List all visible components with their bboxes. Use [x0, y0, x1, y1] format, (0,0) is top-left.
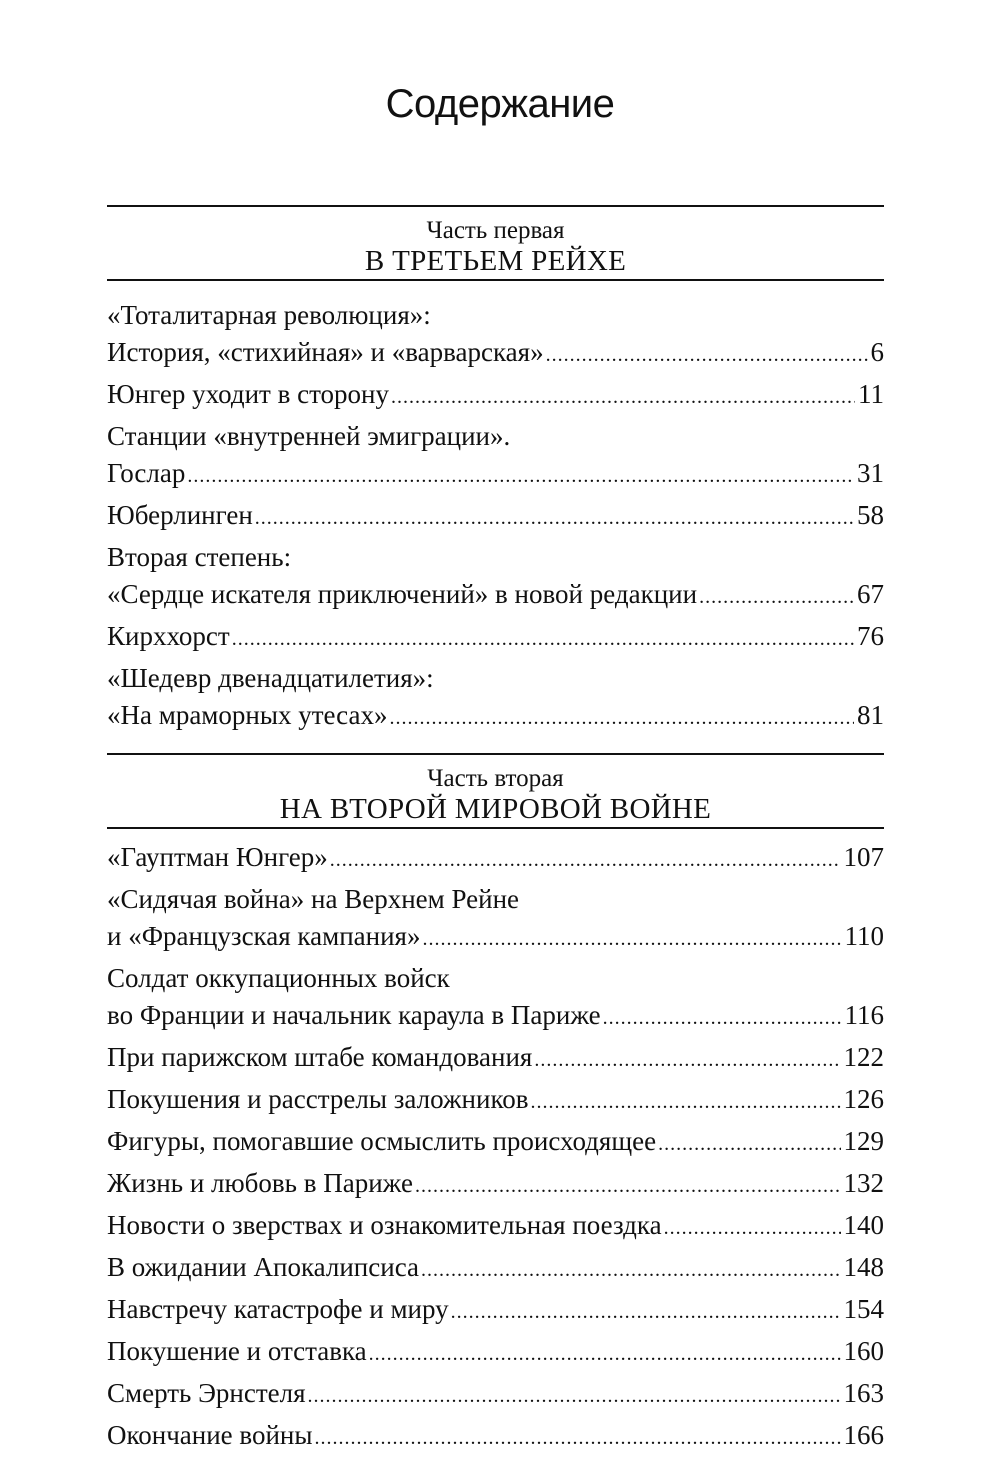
- entry-lead: «Сидячая война» на Верхнем Рейне: [107, 884, 520, 914]
- toc-entry[interactable]: [107, 1333, 884, 1373]
- part-label: Часть вторая: [427, 765, 564, 792]
- entry-title: Новости о зверствах и ознакомительная поездка: [107, 1210, 662, 1240]
- dot-leader: [232, 621, 854, 658]
- dot-leader: [451, 1294, 841, 1331]
- entry-lead: Станции «внутренней эмиграции».: [107, 421, 511, 451]
- entry-page: 140: [843, 1210, 884, 1240]
- entry-title: «Сердце искателя приключений» в новой редакции: [107, 579, 698, 609]
- toc-entry[interactable]: [107, 539, 884, 616]
- entry-title: Навстречу катастрофе и миру: [107, 1294, 449, 1324]
- part-label: Часть первая: [426, 217, 565, 244]
- part-header-2: [107, 753, 884, 829]
- entry-page: 148: [843, 1252, 884, 1282]
- toc-entry[interactable]: [107, 660, 884, 737]
- entry-title: Окончание войны: [107, 1420, 313, 1450]
- entry-title: Гослар: [107, 458, 186, 488]
- dot-leader: [389, 700, 854, 737]
- dot-leader: [315, 1420, 841, 1457]
- entry-page: 126: [843, 1084, 884, 1114]
- toc-entry[interactable]: [107, 1123, 884, 1163]
- entry-page: 163: [843, 1378, 884, 1408]
- part-header-1: [107, 205, 884, 281]
- entry-page: 166: [843, 1420, 884, 1450]
- entry-title: «На мраморных утесах»: [107, 700, 388, 730]
- entry-page: 110: [844, 921, 884, 951]
- entry-title: «Гауптман Юнгер»: [107, 842, 328, 872]
- dot-leader: [330, 842, 841, 879]
- dot-leader: [658, 1126, 840, 1163]
- entry-lead: Вторая степень:: [107, 542, 292, 572]
- dot-leader: [699, 579, 854, 616]
- toc-entry[interactable]: [107, 497, 884, 537]
- dot-leader: [603, 1000, 842, 1037]
- dot-leader: [546, 337, 868, 374]
- entry-lead: «Шедевр двенадцатилетия»:: [107, 663, 434, 693]
- toc-entry[interactable]: [107, 1207, 884, 1247]
- entry-title: Кирххорст: [107, 621, 230, 651]
- dot-leader: [422, 921, 841, 958]
- table-of-contents: [107, 205, 884, 1459]
- dot-leader: [369, 1336, 841, 1373]
- toc-entry[interactable]: [107, 376, 884, 416]
- entry-title: Фигуры, помогавшие осмыслить происходящее: [107, 1126, 657, 1156]
- part-title: В ТРЕТЬЕМ РЕЙХЕ: [364, 245, 627, 277]
- entry-page: 11: [858, 379, 884, 409]
- toc-entry[interactable]: [107, 960, 884, 1037]
- entry-page: 67: [857, 579, 884, 609]
- entry-page: 58: [857, 500, 884, 530]
- dot-leader: [187, 458, 854, 495]
- entry-page: 154: [843, 1294, 884, 1324]
- toc-entry[interactable]: [107, 1249, 884, 1289]
- entry-title: Смерть Эрнстеля: [107, 1378, 306, 1408]
- entry-lead: «Тоталитарная революция»:: [107, 300, 431, 330]
- toc-entry[interactable]: [107, 1291, 884, 1331]
- dot-leader: [391, 379, 855, 416]
- toc-entry[interactable]: [107, 418, 884, 495]
- dot-leader: [534, 1042, 840, 1079]
- toc-entry[interactable]: [107, 1039, 884, 1079]
- toc-entry[interactable]: [107, 1375, 884, 1415]
- entry-title: В ожидании Апокалипсиса: [107, 1252, 419, 1282]
- toc-entry[interactable]: [107, 1081, 884, 1121]
- entry-page: 31: [857, 458, 884, 488]
- entry-page: 129: [843, 1126, 884, 1156]
- entry-title: Покушения и расстрелы заложников: [107, 1084, 529, 1114]
- toc-entry[interactable]: [107, 618, 884, 658]
- toc-entry[interactable]: [107, 881, 884, 958]
- toc-entry[interactable]: [107, 297, 884, 374]
- entry-title: Покушение и отставка: [107, 1336, 367, 1366]
- entry-page: 116: [844, 1000, 884, 1030]
- dot-leader: [664, 1210, 841, 1247]
- dot-leader: [421, 1252, 841, 1289]
- entry-title: и «Французская кампания»: [107, 921, 421, 951]
- part-1-entries: [107, 281, 884, 753]
- toc-entry[interactable]: [107, 1417, 884, 1457]
- entry-page: 76: [857, 621, 884, 651]
- part-title: НА ВТОРОЙ МИРОВОЙ ВОЙНЕ: [279, 793, 712, 825]
- toc-entry[interactable]: [107, 839, 884, 879]
- entry-page: 107: [843, 842, 884, 872]
- entry-title: При парижском штабе командования: [107, 1042, 533, 1072]
- entry-page: 160: [843, 1336, 884, 1366]
- entry-title: История, «стихийная» и «варварская»: [107, 337, 544, 367]
- entry-lead: Солдат оккупационных войск: [107, 963, 450, 993]
- entry-page: 6: [870, 337, 884, 367]
- entry-page: 132: [843, 1168, 884, 1198]
- dot-leader: [255, 500, 854, 537]
- entry-page: 122: [843, 1042, 884, 1072]
- toc-entry[interactable]: [107, 1165, 884, 1205]
- entry-title: Жизнь и любовь в Париже: [107, 1168, 413, 1198]
- page-title: Содержание: [385, 82, 615, 126]
- dot-leader: [308, 1378, 841, 1415]
- part-2-entries: [107, 829, 884, 1457]
- dot-leader: [530, 1084, 840, 1121]
- entry-title: во Франции и начальник караула в Париже: [107, 1000, 601, 1030]
- entry-title: Юберлинген: [107, 500, 253, 530]
- entry-page: 81: [857, 700, 884, 730]
- entry-title: Юнгер уходит в сторону: [107, 379, 389, 409]
- dot-leader: [415, 1168, 841, 1205]
